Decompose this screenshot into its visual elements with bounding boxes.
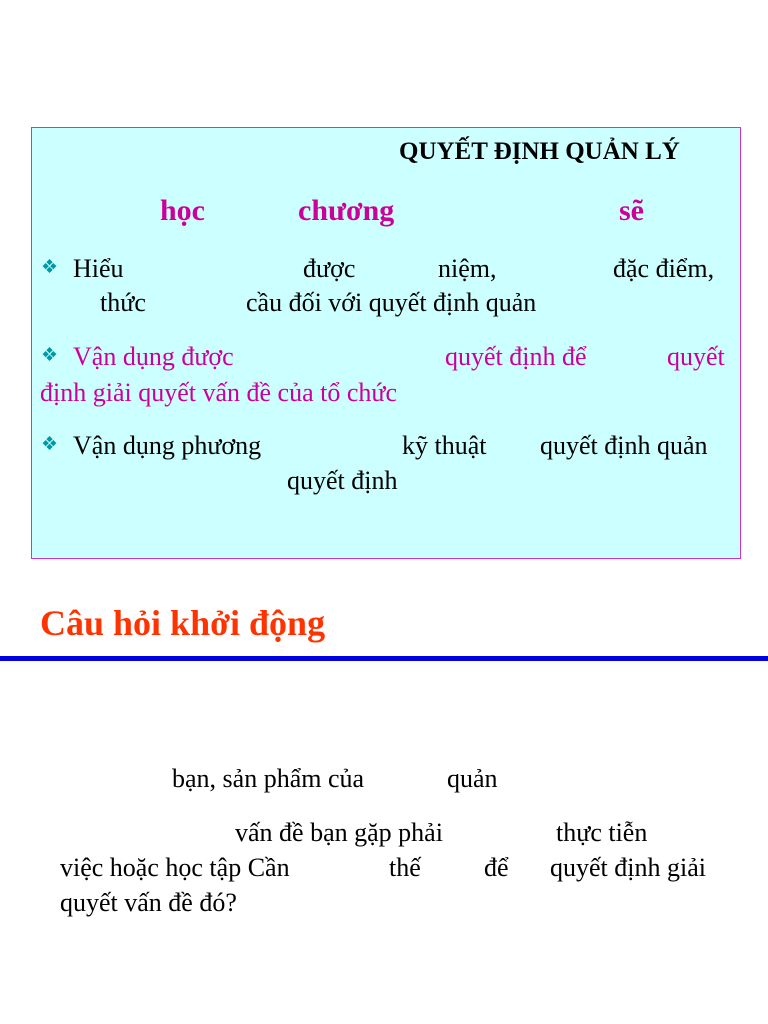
diamond-bullet-icon: ❖	[41, 345, 59, 366]
bullet-3-word: quyết định quản	[540, 431, 708, 460]
bullet-2-word: quyết	[667, 342, 725, 371]
bullet-1-word: thức	[100, 288, 146, 317]
diamond-bullet-icon: ❖	[41, 257, 59, 278]
diamond-bullet-icon: ❖	[41, 434, 59, 455]
bullet-1-word: niệm,	[438, 254, 497, 283]
intro-word-3: sẽ	[619, 194, 644, 227]
intro-word-1: học	[160, 194, 205, 227]
question-2-word: vấn đề bạn gặp phải	[235, 818, 443, 847]
bullet-3-word: kỹ thuật	[402, 431, 487, 460]
heading-divider	[0, 656, 768, 661]
question-2-word: thế	[389, 853, 421, 882]
bullet-3-word: Vận dụng phương	[73, 431, 262, 460]
question-2-word: quyết vấn đề đó?	[60, 888, 237, 917]
bullet-2-word: định giải quyết vấn đề của tổ chức	[40, 378, 398, 407]
warmup-heading: Câu hỏi khởi động	[40, 603, 326, 643]
bullet-1-word: đặc điểm,	[613, 254, 715, 283]
intro-word-2: chương	[298, 194, 395, 227]
bullet-2-word: Vận dụng được	[73, 342, 234, 371]
question-2-word: thực tiễn	[556, 818, 648, 847]
question-1-word: bạn, sản phẩm của	[172, 764, 365, 793]
question-2-word: việc hoặc học tập Cần	[60, 853, 290, 882]
bullet-3-word: quyết định	[287, 466, 398, 495]
bullet-1-word: Hiểu	[73, 254, 124, 283]
question-1-word: quản	[447, 764, 498, 793]
question-2-word: để	[484, 853, 509, 882]
question-2-word: quyết định giải	[550, 853, 706, 882]
bullet-2-word: quyết định để	[445, 342, 587, 371]
bullet-1-word: cầu đối với quyết định quản	[246, 288, 537, 317]
bullet-1-word: được	[303, 254, 356, 283]
objectives-title: QUYẾT ĐỊNH QUẢN LÝ	[399, 138, 680, 165]
